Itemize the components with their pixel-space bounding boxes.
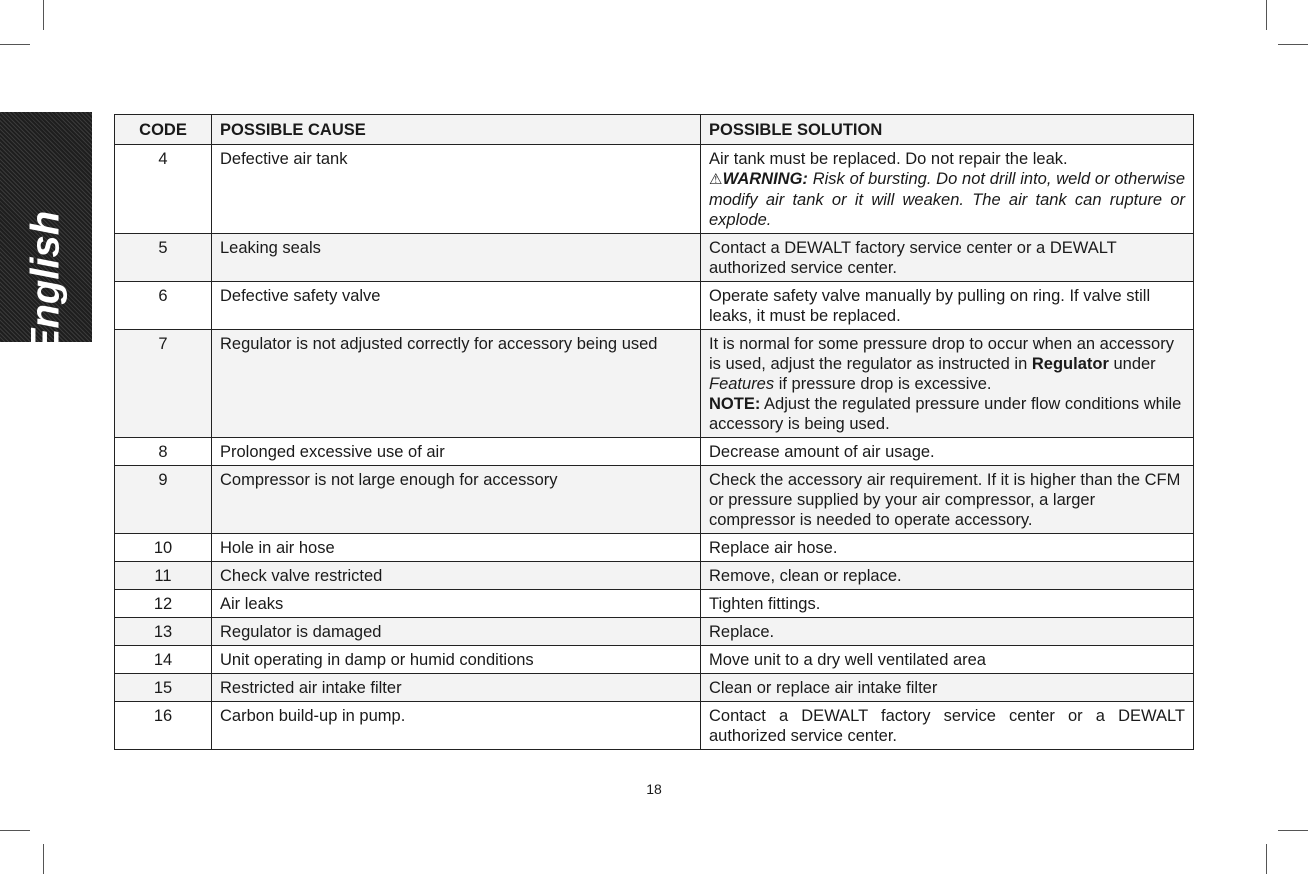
cause-cell: Unit operating in damp or humid conditions xyxy=(212,646,701,674)
solution-cell: Remove, clean or replace. xyxy=(701,562,1194,590)
code-cell: 14 xyxy=(115,646,212,674)
cause-cell: Compressor is not large enough for accessory xyxy=(212,466,701,534)
table-row xyxy=(115,590,1194,618)
cause-cell: Carbon build-up in pump. xyxy=(212,702,701,750)
warning-block xyxy=(709,169,1185,230)
cause-cell: Defective air tank xyxy=(212,145,701,234)
cause-cell: Air leaks xyxy=(212,590,701,618)
solution-cell: Replace air hose. xyxy=(701,534,1194,562)
crop-mark xyxy=(1278,830,1308,831)
code-cell: 12 xyxy=(115,590,212,618)
crop-mark xyxy=(43,844,44,874)
table-row xyxy=(115,674,1194,702)
note-block xyxy=(709,394,1185,434)
warning-label: WARNING: xyxy=(722,170,808,188)
header-cause: POSSIBLE CAUSE xyxy=(212,115,701,145)
table-row xyxy=(115,145,1194,234)
section-reference-italic: Features xyxy=(709,375,775,393)
warning-text: Risk of bursting. Do not drill into, weld or otherwise modify air tank or it will weaken. The air tank can rupture or explode. xyxy=(709,170,1185,229)
solution-text-part: under xyxy=(1113,355,1156,373)
solution-cell: Move unit to a dry well ventilated area xyxy=(701,646,1194,674)
table-row xyxy=(115,534,1194,562)
crop-mark xyxy=(1278,44,1308,45)
cause-cell: Prolonged excessive use of air xyxy=(212,438,701,466)
table-row xyxy=(115,466,1194,534)
cause-cell: Restricted air intake filter xyxy=(212,674,701,702)
code-cell: 7 xyxy=(115,330,212,438)
note-text: Adjust the regulated pressure under flow conditions while accessory is being used. xyxy=(709,395,1182,433)
solution-cell: Decrease amount of air usage. xyxy=(701,438,1194,466)
solution-text: Air tank must be replaced. Do not repair the leak. xyxy=(709,150,1068,168)
code-cell: 6 xyxy=(115,282,212,330)
page-number: 18 xyxy=(646,781,662,797)
table-row xyxy=(115,234,1194,282)
solution-cell: Operate safety valve manually by pulling on ring. If valve still leaks, it must be replaced. xyxy=(701,282,1194,330)
code-cell: 16 xyxy=(115,702,212,750)
code-cell: 9 xyxy=(115,466,212,534)
solution-cell: Contact a DEWALT factory service center or a DEWALT authorized service center. xyxy=(701,702,1194,750)
warning-icon: ⚠ xyxy=(709,171,723,188)
code-cell: 5 xyxy=(115,234,212,282)
crop-mark xyxy=(1266,0,1267,30)
solution-cell: Clean or replace air intake filter xyxy=(701,674,1194,702)
table-row xyxy=(115,438,1194,466)
table-row xyxy=(115,618,1194,646)
cause-cell: Defective safety valve xyxy=(212,282,701,330)
cause-cell: Regulator is damaged xyxy=(212,618,701,646)
section-reference: Regulator xyxy=(1031,355,1109,373)
solution-cell xyxy=(701,145,1194,234)
solution-text xyxy=(709,334,1185,394)
code-cell: 10 xyxy=(115,534,212,562)
troubleshooting-table xyxy=(114,114,1194,750)
note-label: NOTE: xyxy=(709,395,761,413)
table-row xyxy=(115,562,1194,590)
table-header-row xyxy=(115,115,1194,145)
crop-mark xyxy=(1266,844,1267,874)
language-tab xyxy=(0,112,92,356)
crop-mark xyxy=(43,0,44,30)
solution-cell: Contact a DEWALT factory service center or a DEWALT authorized service center. xyxy=(701,234,1194,282)
cause-cell: Regulator is not adjusted correctly for accessory being used xyxy=(212,330,701,438)
solution-text-part: if pressure drop is excessive. xyxy=(778,375,992,393)
crop-mark xyxy=(0,830,30,831)
cause-cell: Check valve restricted xyxy=(212,562,701,590)
solution-cell: Check the accessory air requirement. If it is higher than the CFM or pressure supplied by your air compressor, a larger compressor is needed to operate accessory. xyxy=(701,466,1194,534)
crop-mark xyxy=(0,44,30,45)
language-tab-label: English xyxy=(23,210,68,356)
solution-cell: Tighten fittings. xyxy=(701,590,1194,618)
code-cell: 4 xyxy=(115,145,212,234)
solution-cell xyxy=(701,330,1194,438)
table-row xyxy=(115,646,1194,674)
table-row xyxy=(115,702,1194,750)
cause-cell: Hole in air hose xyxy=(212,534,701,562)
code-cell: 8 xyxy=(115,438,212,466)
cause-cell: Leaking seals xyxy=(212,234,701,282)
code-cell: 11 xyxy=(115,562,212,590)
code-cell: 15 xyxy=(115,674,212,702)
header-code: CODE xyxy=(115,115,212,145)
table-row xyxy=(115,330,1194,438)
solution-cell: Replace. xyxy=(701,618,1194,646)
table-row xyxy=(115,282,1194,330)
header-solution: POSSIBLE SOLUTION xyxy=(701,115,1194,145)
solution-text-part: It is normal for some pressure drop to occur when an accessory is used, adjust the regulator as instructed in xyxy=(709,335,1174,373)
code-cell: 13 xyxy=(115,618,212,646)
